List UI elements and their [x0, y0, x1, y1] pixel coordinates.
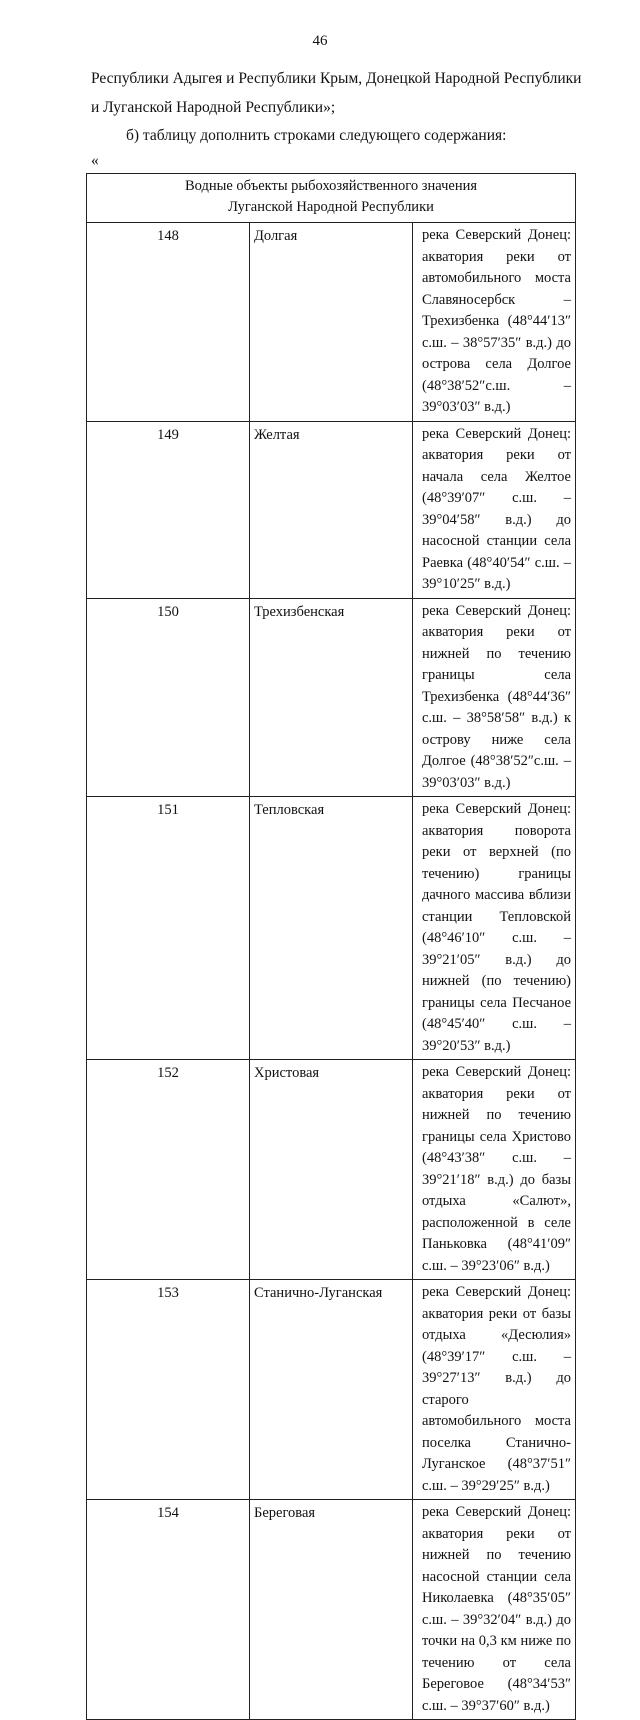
row-name: Христовая: [250, 1060, 413, 1280]
row-name: Тепловская: [250, 797, 413, 1060]
paragraph-line-2: и Луганской Народной Республики»;: [91, 99, 336, 116]
table-header-line-2: Луганской Народной Республики: [228, 199, 434, 215]
table-header-row: [87, 174, 576, 223]
row-description: река Северский Донец: акватория реки от нижней по течению насосной станции села Николаевка (48°35′05″ с.ш. – 39°32′04″ в.д.) до точки на 0,3 км ниже по течению от села Береговое (48°34′53″ с.ш. – 39°37′60″ в.д.): [413, 1500, 576, 1720]
row-number: 149: [87, 421, 250, 598]
row-number: 154: [87, 1500, 250, 1720]
water-objects-table: [86, 173, 576, 1720]
row-number: 153: [87, 1280, 250, 1500]
table-row: [87, 598, 576, 797]
row-name: Желтая: [250, 421, 413, 598]
row-description: река Северский Донец: акватория реки от начала села Желтое (48°39′07″ с.ш. – 39°04′58″ в.д.) до насосной станции села Раевка (48°40′54″ с.ш. – 39°10′25″ в.д.): [413, 421, 576, 598]
row-name: Трехизбенская: [250, 598, 413, 797]
paragraph-line-3: б) таблицу дополнить строками следующего содержания:: [126, 127, 507, 144]
row-name: Долгая: [250, 223, 413, 422]
table-header-line-1: Водные объекты рыбохозяйственного значения: [184, 178, 478, 194]
row-description: река Северский Донец: акватория реки от нижней по течению границы села Трехизбенка (48°44′36″ с.ш. – 38°58′58″ в.д.) к острову ниже села Долгое (48°38′52″с.ш. – 39°03′03″ в.д.): [413, 598, 576, 797]
row-name: Береговая: [250, 1500, 413, 1720]
page-number: 46: [312, 33, 328, 49]
row-number: 151: [87, 797, 250, 1060]
row-number: 152: [87, 1060, 250, 1280]
paragraph-line-1: Республики Адыгея и Республики Крым, Донецкой Народной Республики: [91, 70, 582, 87]
row-description: река Северский Донец: акватория поворота реки от верхней (по течению) границы дачного массива вблизи станции Тепловской (48°46′10″ с.ш. – 39°21′05″ в.д.) до нижней (по течению) границы села Песчаное (48°45′40″ с.ш. – 39°20′53″ в.д.): [413, 797, 576, 1060]
row-description: река Северский Донец: акватория реки от автомобильного моста Славяносербск – Трехизбенка (48°44′13″ с.ш. – 38°57′35″ в.д.) до острова села Долгое (48°38′52″с.ш. – 39°03′03″ в.д.): [413, 223, 576, 422]
opening-quote: «: [91, 152, 99, 169]
table-row: [87, 1280, 576, 1500]
table-row: [87, 223, 576, 422]
row-name: Станично-Луганская: [250, 1280, 413, 1500]
row-description: река Северский Донец: акватория реки от нижней по течению границы села Христово (48°43′38″ с.ш. – 39°21′18″ в.д.) до базы отдыха «Салют», расположенной в селе Паньковка (48°41′09″ с.ш. – 39°23′06″ в.д.): [413, 1060, 576, 1280]
row-description: река Северский Донец: акватория реки от базы отдыха «Десюлия» (48°39′17″ с.ш. – 39°27′13″ в.д.) до старого автомобильного моста поселка Станично-Луганское (48°37′51″ с.ш. – 39°29′25″ в.д.): [413, 1280, 576, 1500]
row-number: 148: [87, 223, 250, 422]
table-header: [87, 174, 576, 223]
table-row: [87, 1060, 576, 1280]
table-row: [87, 1500, 576, 1720]
table-row: [87, 797, 576, 1060]
table-row: [87, 421, 576, 598]
row-number: 150: [87, 598, 250, 797]
